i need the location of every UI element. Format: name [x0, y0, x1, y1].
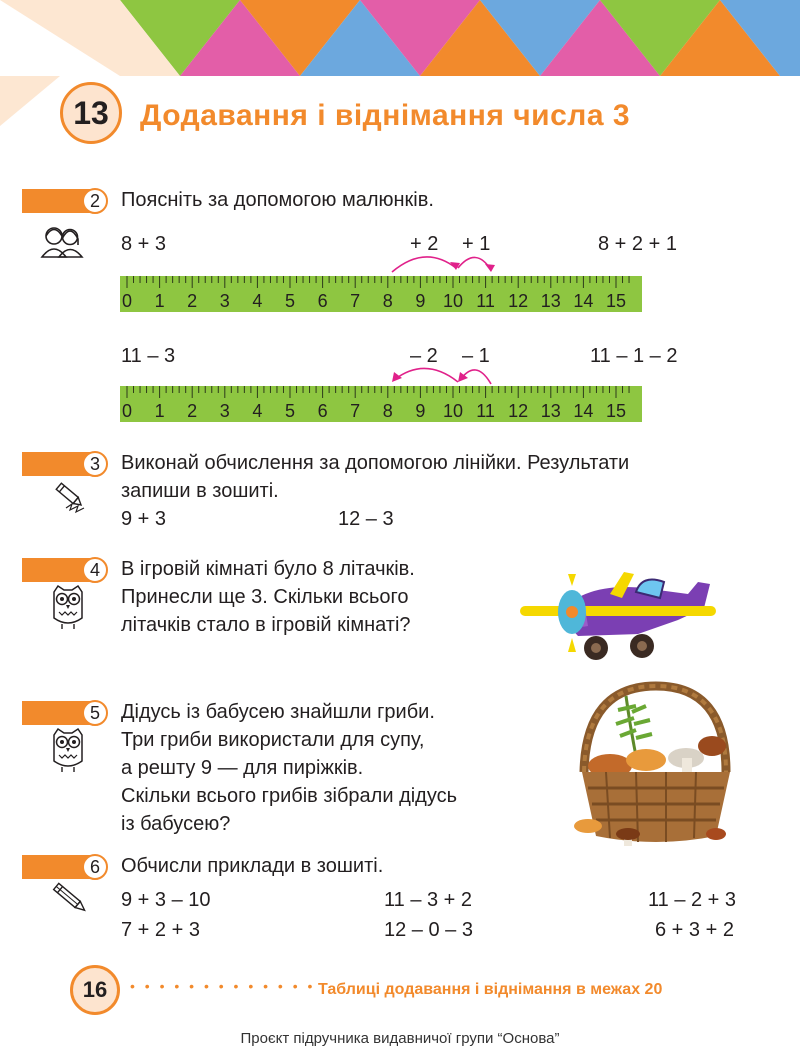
ruler-label: 13	[540, 291, 561, 311]
ruler-label: 5	[284, 401, 296, 421]
lesson-number-badge	[60, 82, 122, 144]
owl-icon	[48, 584, 88, 630]
ruler-label: 12	[508, 401, 529, 421]
task-number-badge: 3	[82, 451, 108, 477]
task-2-text: Поясніть за допомогою малюнків.	[121, 189, 434, 211]
number-ruler-2	[120, 386, 642, 422]
task-5-text-line-4: Скільки всього грибів зібрали дідусь	[121, 785, 458, 807]
project-note: Проєкт підручника видавничої групи “Основа”	[240, 1030, 560, 1047]
ruler-label: 0	[121, 291, 133, 311]
ruler-label: 10	[442, 291, 464, 311]
ruler-2-step-1: – 2	[410, 345, 438, 367]
ruler-1-step-2: + 1	[462, 233, 491, 255]
footer-dots: • • • • • • • • • • • • •	[130, 978, 316, 994]
example-r2-c2: 12 – 0 – 3	[384, 919, 473, 941]
ruler-label: 5	[284, 291, 296, 311]
ruler-label: 12	[508, 291, 529, 311]
section-title: Таблиці додавання і віднімання в межах 20	[318, 981, 663, 998]
ruler-label: 11	[476, 401, 495, 421]
lesson-title: Додавання і віднімання числа 3	[140, 99, 631, 132]
task-4-text-line-1: В ігровій кімнаті було 8 літачків.	[121, 558, 415, 580]
task-number-badge: 5	[82, 700, 108, 726]
ruler-1-expression: 8 + 3	[121, 233, 167, 255]
ruler-label: 4	[252, 401, 263, 421]
ruler-2-jump-arrows	[380, 360, 510, 388]
ruler-label: 8	[382, 291, 393, 311]
ruler-label: 0	[121, 401, 133, 421]
example-r2-c1: 7 + 2 + 3	[121, 919, 200, 941]
task-5-text-line-3: а решту 9 — для пиріжків.	[121, 757, 364, 779]
corner-decoration	[0, 76, 60, 136]
task-4-text-line-3: літачків стало в ігровій кімнаті?	[121, 614, 411, 636]
ruler-label: 10	[442, 401, 464, 421]
task-3-example-1: 9 + 3	[121, 508, 167, 530]
ruler-1-jump-arrows	[380, 248, 510, 276]
ruler-2-step-2: – 1	[462, 345, 490, 367]
page-number: 16	[82, 977, 108, 1002]
task-3-text-line-1: Виконай обчислення за допомогою лінійки. Результати	[121, 452, 630, 474]
task-3-text-line-2: запиши в зошиті.	[121, 480, 279, 502]
ruler-label: 1	[154, 291, 165, 311]
task-number-badge: 6	[82, 854, 108, 880]
example-r1-c3: 11 – 2 + 3	[648, 889, 737, 911]
ruler-label: 2	[187, 401, 198, 421]
ruler-1-step-1: + 2	[410, 233, 439, 255]
ruler-label: 6	[317, 401, 328, 421]
task-3-example-2: 12 – 3	[338, 508, 394, 530]
ruler-label: 3	[219, 291, 230, 311]
task-5-text-line-2: Три гриби використали для супу,	[121, 729, 425, 751]
pencil-write-icon	[52, 480, 92, 516]
ruler-label: 3	[219, 401, 230, 421]
example-r1-c2: 11 – 3 + 2	[384, 889, 473, 911]
decorative-banner	[0, 0, 800, 76]
task-6-text: Обчисли приклади в зошиті.	[121, 855, 384, 877]
number-ruler-1	[120, 276, 642, 312]
ruler-label: 6	[317, 291, 328, 311]
owl-icon	[48, 727, 88, 773]
ruler-label: 2	[187, 291, 198, 311]
ruler-2-decomposition: 11 – 1 – 2	[590, 345, 678, 367]
ruler-label: 15	[605, 291, 627, 311]
ruler-label: 14	[573, 291, 594, 311]
ruler-label: 8	[382, 401, 393, 421]
pair-work-icon	[40, 225, 84, 259]
ruler-label: 1	[154, 401, 165, 421]
ruler-label: 11	[476, 291, 495, 311]
page-number-badge	[70, 965, 120, 1015]
task-4-text-line-2: Принесли ще 3. Скільки всього	[121, 586, 409, 608]
ruler-label: 9	[415, 291, 426, 311]
task-5-text-line-5: із бабусею?	[121, 813, 231, 835]
ruler-label: 9	[415, 401, 426, 421]
example-r1-c1: 9 + 3 – 10	[121, 889, 211, 911]
ruler-label: 14	[573, 401, 594, 421]
task-number-badge: 2	[82, 188, 108, 214]
mushroom-basket-image	[566, 676, 746, 856]
pencil-icon	[50, 880, 92, 920]
ruler-label: 4	[252, 291, 263, 311]
ruler-label: 7	[350, 401, 361, 421]
ruler-2-expression: 11 – 3	[121, 345, 176, 367]
ruler-label: 15	[605, 401, 627, 421]
toy-airplane-image	[518, 568, 718, 664]
lesson-number: 13	[73, 94, 109, 131]
ruler-label: 7	[350, 291, 361, 311]
task-5-text-line-1: Дідусь із бабусею знайшли гриби.	[121, 701, 435, 723]
example-r2-c3: 6 + 3 + 2	[655, 919, 734, 941]
ruler-1-decomposition: 8 + 2 + 1	[598, 233, 677, 255]
ruler-label: 13	[540, 401, 561, 421]
task-number-badge: 4	[82, 557, 108, 583]
